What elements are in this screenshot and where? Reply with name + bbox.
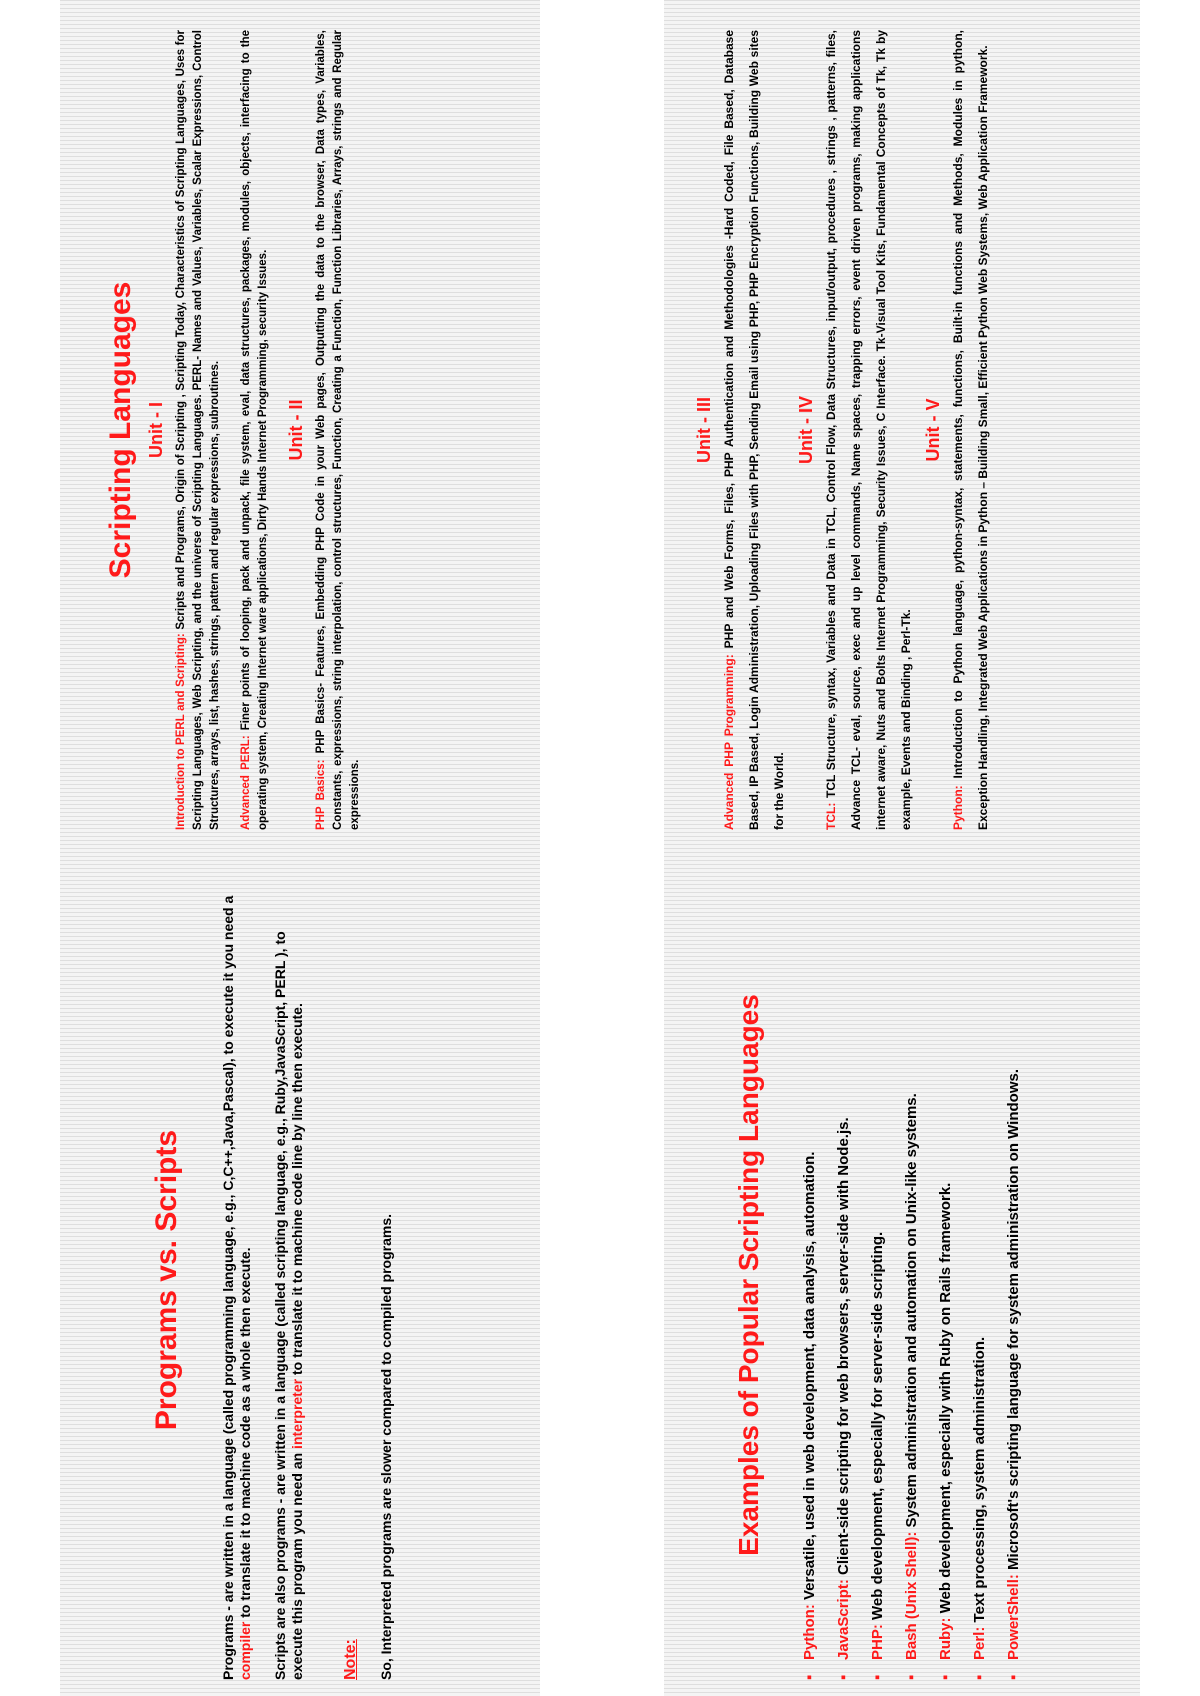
intro-paragraph bbox=[173, 30, 224, 830]
intro-label: Introduction to PERL and Scripting: bbox=[175, 633, 187, 830]
list-item-ruby bbox=[929, 870, 963, 1680]
unit-4-heading: Unit - IV bbox=[796, 396, 816, 464]
list-item-perl bbox=[963, 870, 997, 1680]
unit-5-heading: Unit - V bbox=[923, 398, 943, 462]
interpreter-highlight: interpreter bbox=[289, 1378, 305, 1449]
bullet-icon: ▪ bbox=[971, 1674, 988, 1680]
slide-units-3-to-5 bbox=[690, 20, 1120, 840]
programs-text-before: Programs - are written in a language (called programming language, e.g., C,C++,Java,Pascal), to execute it you need a bbox=[220, 895, 236, 1680]
item-text: Web development, especially for server-side scripting. bbox=[869, 1231, 886, 1625]
item-text: Microsoft's scripting language for system administration on Windows. bbox=[1005, 1068, 1022, 1575]
item-label: PowerShell: bbox=[1005, 1574, 1022, 1660]
python-label: Python: bbox=[951, 785, 965, 830]
slide-examples-of-scripting-languages bbox=[685, 860, 1125, 1690]
unit-1-heading: Unit - I bbox=[146, 402, 166, 458]
list-item-powershell bbox=[997, 870, 1031, 1680]
list-item-python bbox=[793, 870, 827, 1680]
slide-title: Scripting Languages bbox=[104, 281, 137, 579]
bullet-icon: ▪ bbox=[869, 1674, 886, 1680]
slide-title: Programs vs. Scripts bbox=[150, 1129, 183, 1431]
slide-title: Examples of Popular Scripting Languages bbox=[733, 994, 764, 1556]
advanced-perl-paragraph bbox=[238, 30, 272, 830]
intro-text: Scripts and Programs, Origin of Scripting , Scripting Today, Characteristics of Scripting Languages, Uses for Scripting Languages, Web Scripting, and the universe of Scripting Languages. PERL- Names and Values, Variables, Scalar Expressions, Control Structures, arrays, list, hashes, strings, pattern and regular expressions, subroutines. bbox=[175, 29, 221, 830]
item-text: Client-side scripting for web browsers, server-side with Node.js. bbox=[835, 1117, 852, 1580]
list-item-bash bbox=[895, 870, 929, 1680]
advanced-perl-label: Advanced PERL: bbox=[240, 735, 252, 830]
unit-2-heading: Unit - II bbox=[286, 399, 306, 461]
php-basics-label: PHP Basics: bbox=[315, 759, 327, 830]
item-text: Web development, especially with Ruby on Rails framework. bbox=[937, 1182, 954, 1618]
advanced-perl-text: Finer points of looping, pack and unpack, file system, eval, data structures, packages, modules, objects, interfacing to the operating system, Creating Internet ware applications, Dirty Hands Internet Programming, security Issues. bbox=[240, 30, 269, 830]
advanced-php-label: Advanced PHP Programming: bbox=[722, 654, 736, 830]
tcl-label: TCL: bbox=[824, 802, 838, 830]
python-paragraph bbox=[946, 30, 996, 830]
languages-list bbox=[793, 870, 1031, 1680]
item-label: PHP: bbox=[869, 1624, 886, 1660]
bullet-icon: ▪ bbox=[903, 1674, 920, 1680]
item-text: System administration and automation on Unix-like systems. bbox=[903, 1093, 920, 1532]
item-text: Text processing, system administration. bbox=[971, 1336, 988, 1627]
python-text: Introduction to Python language, python-syntax, statements, functions, Built-in functions and Methods, Modules in python, Exception Handling, Integrated Web Applications in Python – Building Small, Efficient Python Web Systems, Web Application Framework. bbox=[951, 30, 990, 830]
item-text: Versatile, used in web development, data analysis, automation. bbox=[801, 1151, 818, 1605]
list-item-php bbox=[861, 870, 895, 1680]
scripts-text-before: Scripts are also programs - are written in a language (called scripting language, e.g., Ruby,JavaScript, PERL ), to execute this program you need an bbox=[272, 931, 305, 1680]
tcl-paragraph bbox=[819, 30, 919, 830]
item-label: Ruby: bbox=[937, 1617, 954, 1660]
note-label: Note: bbox=[342, 1639, 359, 1680]
slide-programs-vs-scripts bbox=[90, 870, 520, 1690]
php-basics-paragraph bbox=[313, 30, 364, 830]
scripts-text-after: to translate it to machine code line by line then execute. bbox=[289, 1003, 305, 1379]
php-basics-text: PHP Basics- Features, Embedding PHP Code in your Web pages, Outputting the data to the browser, Data types, Variables, Constants, expressions, string interpolation, control structures, Function, Creating a Function, Function Libraries, Arrays, strings and Regular expressions. bbox=[315, 29, 361, 830]
advanced-php-text: PHP and Web Forms, Files, PHP Authentication and Methodologies -Hard Coded, File Based, Database Based, IP Based, Login Administration, Uploading Files with PHP, Sending Email using PHP, PHP Encryption Functions, Building Web sites for the World. bbox=[722, 30, 786, 830]
item-label: Perl: bbox=[971, 1626, 988, 1660]
bullet-icon: ▪ bbox=[937, 1674, 954, 1680]
unit-3-heading: Unit - III bbox=[694, 397, 714, 463]
programs-paragraph bbox=[220, 880, 254, 1680]
note-text: So, Interpreted programs are slower compared to compiled programs. bbox=[378, 1213, 394, 1680]
item-label: JavaScript: bbox=[835, 1579, 852, 1660]
slide-scripting-languages bbox=[90, 20, 520, 840]
item-label: Python: bbox=[801, 1604, 818, 1660]
bullet-icon: ▪ bbox=[1005, 1674, 1022, 1680]
compiler-highlight: compiler bbox=[237, 1621, 253, 1680]
programs-text-after: to translate it to machine code as a whole then execute. bbox=[237, 1247, 253, 1622]
advanced-php-paragraph bbox=[717, 30, 792, 830]
list-item-javascript bbox=[827, 870, 861, 1680]
scripts-paragraph bbox=[272, 880, 306, 1680]
tcl-text: TCL Structure, syntax, Variables and Data in TCL, Control Flow, Data Structures, input/output, procedures , strings , patterns, files, Advance TCL- eval, source, exec and up level commands, Name spaces, trapping errors, event driven programs, making applications internet aware, Nuts and Bolts Internet Programming, Security Issues, C Interface. Tk-Visual Tool Kits, Fundamental Concepts of Tk, Tk by example, Events and Binding , Perl-Tk. bbox=[824, 30, 913, 830]
bullet-icon: ▪ bbox=[801, 1674, 818, 1680]
bullet-icon: ▪ bbox=[835, 1674, 852, 1680]
item-label: Bash (Unix Shell): bbox=[903, 1531, 920, 1660]
